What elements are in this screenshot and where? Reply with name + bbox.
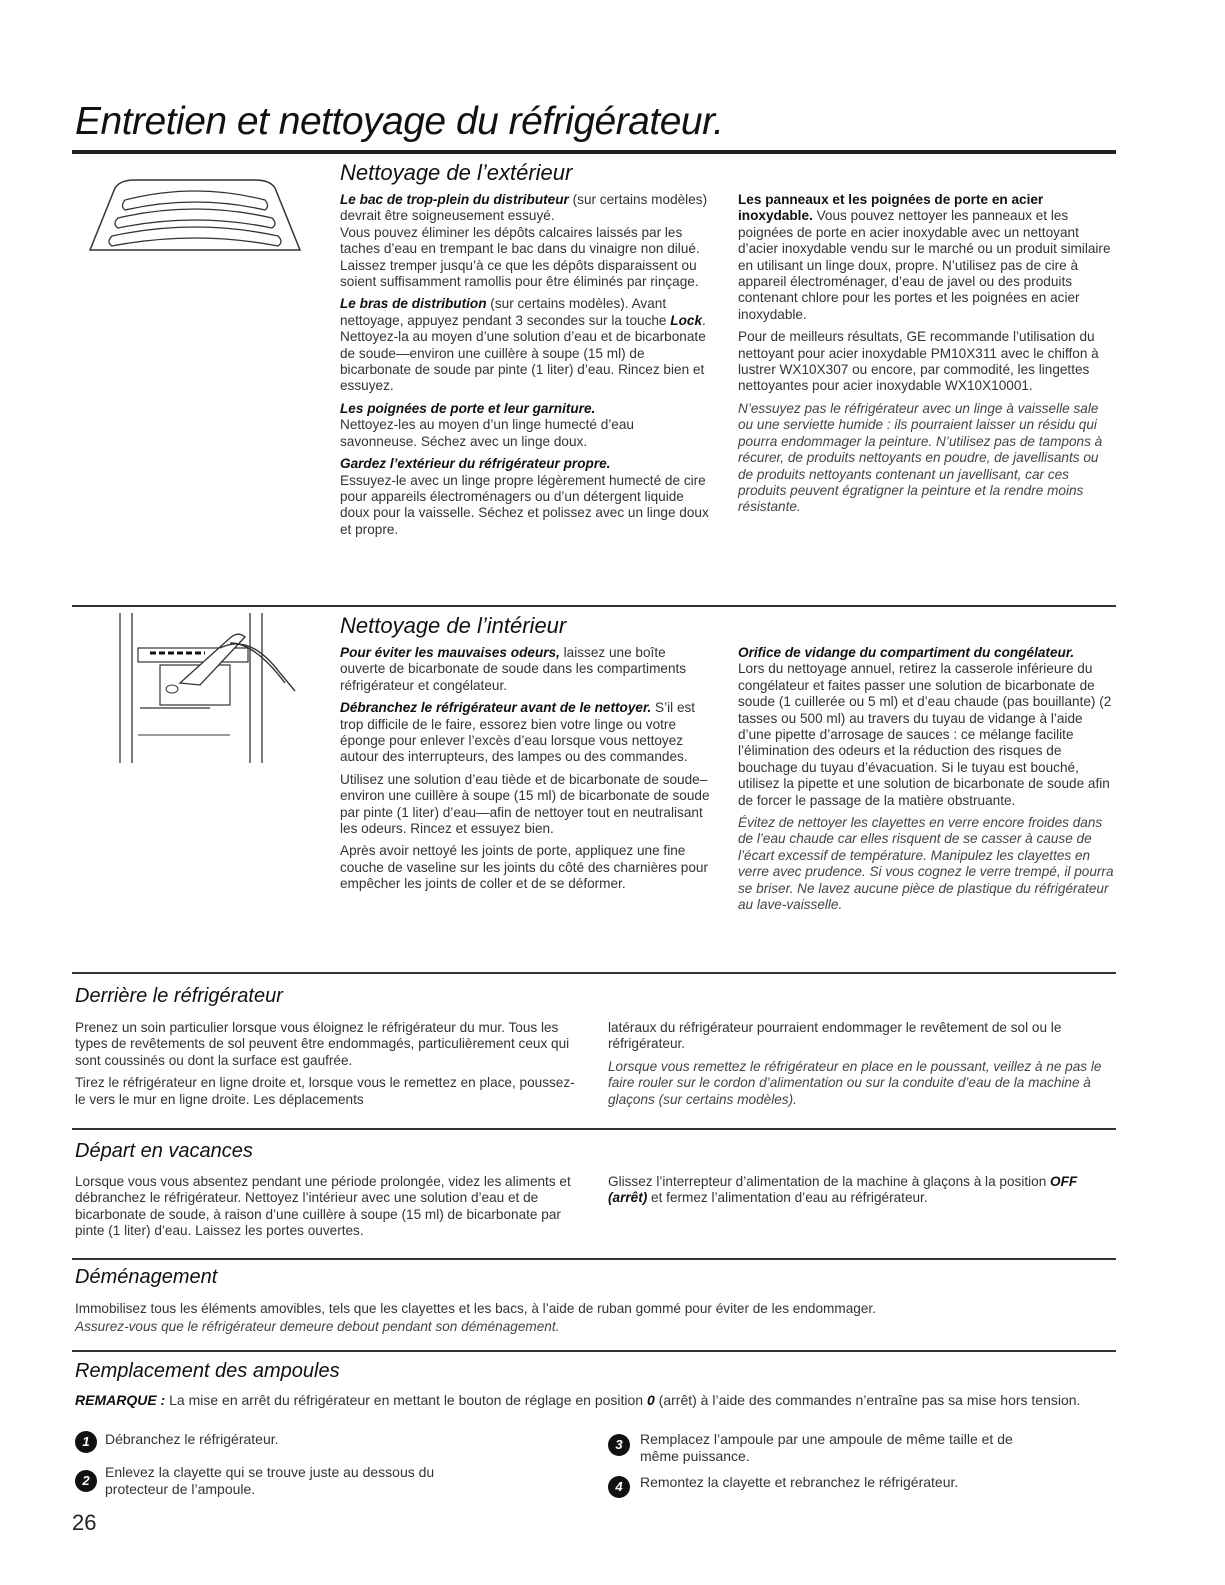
exterior-paragraph xyxy=(340,401,712,450)
page-number: 26 xyxy=(72,1510,97,1535)
moving-heading: Déménagement xyxy=(75,1266,218,1288)
interior-text: Lors du nettoyage annuel, retirez la casserole inférieure du congélateur et faites passer une solution de bicarbonate de soude (1 cuillerée ou 5 ml) et d’eau chaude (pas bouillante) (2 tasses ou 500 ml) au travers du tuyau de vidange à l’aide d’une pipette d’arrosage de sauces : ce mélange facilite l’élimination des odeurs et la réduction des risques de bouchage du tuyau d’évacuation. Si le tuyau est bouché, utilisez la pipette et une solution de bicarbonate de soude afin de forcer le passage de la matière obstruante. xyxy=(738,661,1112,808)
step-text-1: Débranchez le réfrigérateur. xyxy=(105,1431,279,1447)
exterior-text: Essuyez-le avec un linge propre légèrement humecté de cire pour appareils électroménagers ou d’un détergent liquide doux pour la vaisselle. Séchez et polissez avec un linge doux et propre. xyxy=(340,472,709,537)
note-text: La mise en arrêt du réfrigérateur en mettant le bouton de réglage en position xyxy=(165,1392,647,1408)
interior-text: S’il est trop difficile de le faire, essorez bien votre linge ou votre éponge pour enlever l’excès d’eau lorsque vous nettoyez autour des interrupteurs, des lampes ou des commandes. xyxy=(340,700,696,765)
zero-position-label: 0 xyxy=(646,1392,655,1408)
behind-right-column xyxy=(608,1020,1116,1114)
section-rule xyxy=(72,972,1116,974)
behind-left-column xyxy=(75,1020,585,1114)
exterior-lead: Les panneaux et les poignées de porte en acier inoxydable. xyxy=(738,192,1044,224)
drip-tray-illustration xyxy=(80,160,310,265)
step-number-1: 1 xyxy=(75,1431,97,1453)
exterior-lead: Gardez l’extérieur du réfrigérateur propre. xyxy=(340,456,611,472)
interior-heading: Nettoyage de l’intérieur xyxy=(340,613,567,638)
interior-warning: Évitez de nettoyer les clayettes en verre encore froides dans de l’eau chaude car elles risquent de se casser à cause de l’écart excessif de température. Manipulez les clayettes en verre avec prudence. Si vous cognez le verre trempé, il pourra se briser. Ne lavez aucune pièce de plastique du réfrigérateur au lave-vaisselle. xyxy=(738,815,1114,913)
bulbs-heading: Remplacement des ampoules xyxy=(75,1360,340,1382)
exterior-paragraph: Pour de meilleurs résultats, GE recommande l’utilisation du nettoyant pour acier inoxydable PM10X311 avec le chiffon à lustrer WX10X307 ou encore, par commodité, les lingettes nettoyantes pour acier inoxydable WX10X10001. xyxy=(738,329,1099,394)
vacation-right-column xyxy=(608,1174,1116,1213)
exterior-text: Vous pouvez éliminer les dépôts calcaires laissés par les taches d’eau en trempant le bac dans du vinaigre non dilué. Laissez tremper jusqu’à ce que les dépôts disparaissent ou soient suffisamment ramollis pour être éliminés par rinçage. xyxy=(340,224,700,290)
moving-column xyxy=(75,1301,1115,1342)
vacation-paragraph: Lorsque vous vous absentez pendant une période prolongée, videz les aliments et débranchez le réfrigérateur. Nettoyez l’intérieur avec une solution d’eau et de bicarbonate de soude, à raison d’une cuillère à soupe (15 ml) de bicarbonate par pinte (1 liter) d’eau. Laissez les portes ouvertes. xyxy=(75,1174,571,1239)
exterior-text: (sur certains modèles) devrait être soigneusement essuyé. xyxy=(340,192,708,224)
vacation-text: Glissez l’interrepteur d’alimentation de la machine à glaçons à la position xyxy=(608,1174,1051,1189)
interior-lead: Orifice de vidange du compartiment du congélateur. xyxy=(738,645,1075,660)
exterior-text: (sur certains modèles). Avant nettoyage, appuyez pendant 3 secondes sur la touche xyxy=(340,296,671,328)
behind-warning: Lorsque vous remettez le réfrigérateur en place en le poussant, veillez à ne pas le faire rouler sur le cordon d’alimentation ou sur la conduite d’eau de la machine à glaçons (sur certains modèles). xyxy=(608,1058,1102,1107)
lock-key-label: Lock xyxy=(670,312,703,328)
exterior-lead: Les poignées de porte et leur garniture. xyxy=(340,400,596,416)
moving-warning: Assurez-vous que le réfrigérateur demeure debout pendant son déménagement. xyxy=(75,1319,560,1335)
interior-paragraph xyxy=(340,645,712,694)
step-text-4: Remontez la clayette et rebranchez le réfrigérateur. xyxy=(640,1474,959,1490)
interior-paragraph: Utilisez une solution d’eau tiède et de bicarbonate de soude–environ une cuillère à soupe (15 ml) de bicarbonate de soude par pinte (1 liter) d’eau—afin de nettoyer tout en neutralisant les odeurs. Rincez et essuyez bien. xyxy=(340,771,710,837)
behind-paragraph: Prenez un soin particulier lorsque vous éloignez le réfrigérateur du mur. Tous les types de revêtements de sol peuvent être endommagés, particulièrement ceux qui sont coussinés ou dont la surface est gaufrée. xyxy=(75,1020,570,1068)
vacation-heading: Départ en vacances xyxy=(75,1140,253,1162)
exterior-text: . Nettoyez-la au moyen d’une solution d’eau et de bicarbonate de soude—environ une cuillère à soupe (15 ml) de bicarbonate de soude par pinte (1 liter) d’eau. Rincez bien et essuyez. xyxy=(340,312,706,394)
vacation-text: et fermez l’alimentation d’eau au réfrigérateur. xyxy=(647,1190,928,1206)
interior-right-column xyxy=(738,645,1116,920)
behind-heading: Derrière le réfrigérateur xyxy=(75,985,283,1007)
section-rule xyxy=(72,1128,1116,1130)
freezer-interior-illustration xyxy=(80,613,310,763)
title-rule xyxy=(72,150,1116,154)
step-number-2: 2 xyxy=(75,1470,97,1492)
vacation-left-column xyxy=(75,1174,585,1246)
exterior-paragraph xyxy=(340,456,712,538)
step-text-3: Remplacez l’ampoule par une ampoule de même taille et de même puissance. xyxy=(640,1431,1013,1464)
bulbs-note xyxy=(75,1392,1115,1408)
behind-paragraph: Tirez le réfrigérateur en ligne droite et, lorsque vous le remettez en place, poussez-le vers le mur en ligne droite. Les déplacements xyxy=(75,1075,575,1107)
section-rule xyxy=(72,1258,1116,1260)
exterior-lead: Le bac de trop-plein du distributeur xyxy=(340,192,569,207)
page-title: Entretien et nettoyage du réfrigérateur. xyxy=(75,100,724,143)
vacation-paragraph xyxy=(608,1174,1116,1207)
note-text: (arrêt) à l’aide des commandes n’entraîne pas sa mise hors tension. xyxy=(654,1392,1081,1408)
interior-paragraph xyxy=(340,700,712,766)
behind-paragraph: latéraux du réfrigérateur pourraient endommager le revêtement de sol ou le réfrigérateur. xyxy=(608,1020,1062,1052)
interior-paragraph xyxy=(738,645,1116,809)
step-number-4: 4 xyxy=(608,1476,630,1498)
exterior-paragraph xyxy=(340,296,712,394)
exterior-right-column xyxy=(738,192,1116,522)
interior-text: laissez une boîte ouverte de bicarbonate de soude dans les compartiments réfrigérateur et congélateur. xyxy=(340,645,687,693)
step-text-2: Enlevez la clayette qui se trouve juste au dessous du protecteur de l’ampoule. xyxy=(105,1464,435,1497)
interior-left-column xyxy=(340,645,712,899)
off-switch-label: OFF (arrêt) xyxy=(608,1174,1078,1206)
exterior-text: Nettoyez-les au moyen d’un linge humecté d’eau savonneuse. Séchez avec un linge doux. xyxy=(340,417,634,449)
exterior-text: Vous pouvez nettoyer les panneaux et les poignées de porte en acier inoxydable avec un nettoyant d’acier inoxydable vendu sur le marché ou un produit similaire en utilisant un linge doux, propre. N’utilisez pas de cire à appareil électroménager, d’eau de javel ou des produits contenant chlore pour les portes et les poignées en acier inoxydable. xyxy=(738,208,1111,322)
note-label: REMARQUE : xyxy=(75,1392,166,1408)
exterior-lead: Le bras de distribution xyxy=(340,296,487,312)
section-rule xyxy=(72,605,1116,607)
interior-lead: Débranchez le réfrigérateur avant de le nettoyer. xyxy=(340,700,652,716)
exterior-warning: N’essuyez pas le réfrigérateur avec un linge à vaisselle sale ou une serviette humide : ils pourraient laisser un résidu qui pourra endommager la peinture. N’utilisez pas de tampons à récurer, de produits nettoyants en poudre, de javellisants ou de produits nettoyants contenant un javellisant, car ces produits peuvent égratigner la peinture et la rendre moins résistante. xyxy=(738,400,1103,515)
exterior-heading: Nettoyage de l’extérieur xyxy=(340,160,573,185)
step-number-3: 3 xyxy=(608,1434,630,1456)
exterior-left-column xyxy=(340,192,712,544)
moving-paragraph: Immobilisez tous les éléments amovibles, tels que les clayettes et les bacs, à l’aide de ruban gommé pour éviter de les endommager. xyxy=(75,1301,876,1316)
interior-lead: Pour éviter les mauvaises odeurs, xyxy=(340,645,560,660)
section-rule xyxy=(72,1350,1116,1352)
interior-paragraph: Après avoir nettoyé les joints de porte, appliquez une fine couche de vaseline sur les joints du côté des charnières pour empêcher les joints de coller et de se déformer. xyxy=(340,843,709,892)
exterior-paragraph xyxy=(340,192,712,290)
exterior-paragraph xyxy=(738,192,1116,323)
